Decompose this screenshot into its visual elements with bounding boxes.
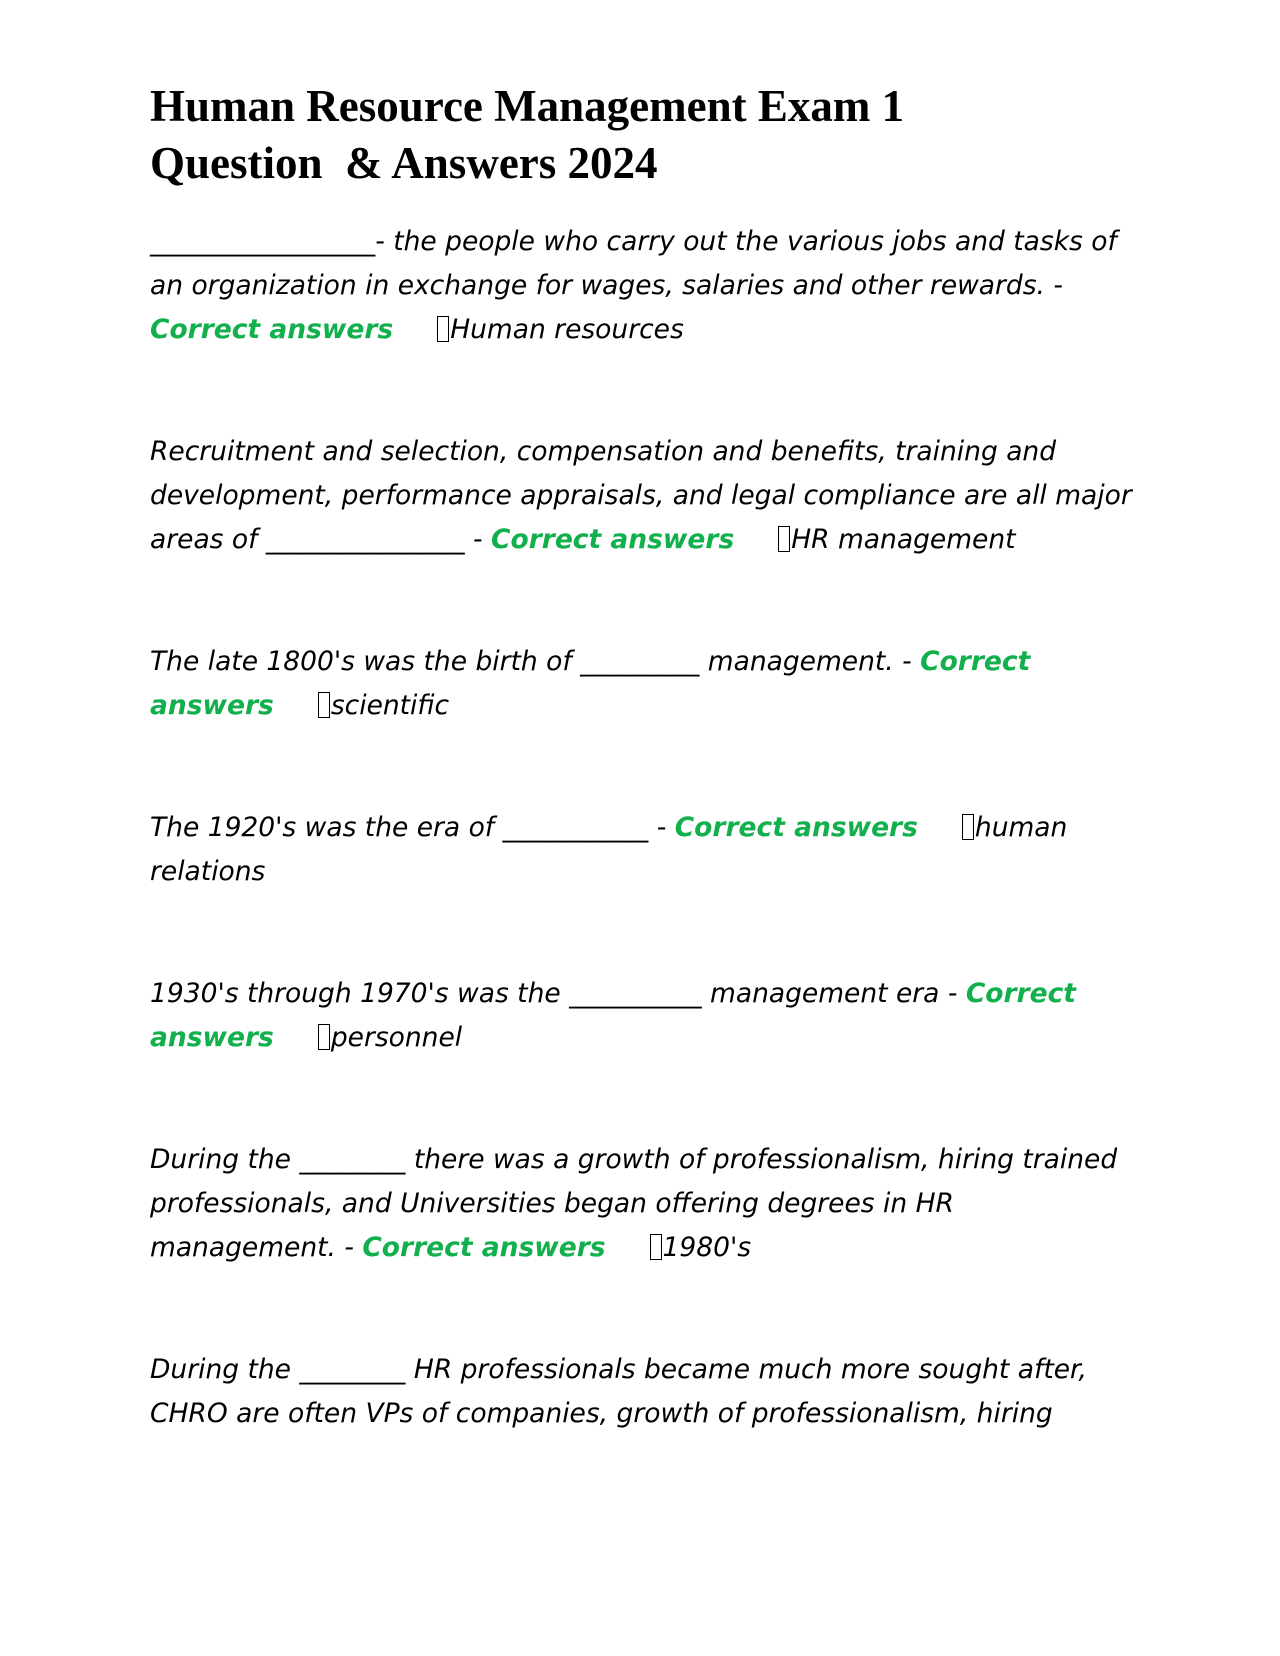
answer-marker-icon: [437, 316, 449, 342]
answer-text: HR management: [791, 524, 1016, 555]
question-text: During the ________ HR professionals became much more sought after, CHRO are often VPs of companies, growth of professionalism, hiring: [150, 1354, 1087, 1429]
correct-answers-label: Correct answers: [150, 646, 1031, 721]
qa-item-1: [150, 220, 1135, 352]
answer-marker-icon: [778, 526, 790, 552]
question-text: 1930's through 1970's was the __________ management era -: [150, 978, 966, 1009]
answer-marker-icon: [318, 692, 330, 718]
answer-text: Human resources: [450, 314, 684, 345]
title-line-2: Question & Answers 2024: [150, 138, 658, 188]
correct-answers-label: Correct answers: [150, 978, 1076, 1053]
answer-marker-icon: [318, 1024, 330, 1050]
correct-answers-label: Correct answers: [491, 524, 735, 555]
correct-answers-label: Correct answers: [150, 314, 394, 345]
question-text: The 1920's was the era of ___________ -: [150, 812, 675, 843]
answer-marker-icon: [962, 814, 974, 840]
correct-answers-label: Correct answers: [362, 1232, 606, 1263]
question-text: Recruitment and selection, compensation and benefits, training and development, performance appraisals, and legal compliance are all major areas of _______________ -: [150, 436, 1132, 555]
document-page: [150, 78, 1135, 1436]
qa-item-2: [150, 430, 1135, 562]
question-text: During the ________ there was a growth of professionalism, hiring trained professionals, and Universities began offering degrees in HR management. -: [150, 1144, 1118, 1263]
correct-answers-label: Correct answers: [674, 812, 918, 843]
qa-item-3: [150, 640, 1135, 728]
answer-text: scientific: [330, 690, 450, 721]
qa-item-7: [150, 1348, 1135, 1436]
qa-item-6: [150, 1138, 1135, 1270]
answer-text: human relations: [150, 812, 1068, 887]
answer-marker-icon: [650, 1234, 662, 1260]
qa-item-4: [150, 806, 1135, 894]
qa-item-5: [150, 972, 1135, 1060]
title-line-1: Human Resource Management Exam 1: [150, 81, 905, 131]
answer-text: personnel: [330, 1022, 463, 1053]
document-title: [150, 78, 1135, 192]
answer-text: 1980's: [662, 1232, 752, 1263]
question-text: _________________- the people who carry out the various jobs and tasks of an organization in exchange for wages, salaries and other rewards. -: [150, 226, 1117, 301]
question-text: The late 1800's was the birth of _________ management. -: [150, 646, 921, 677]
